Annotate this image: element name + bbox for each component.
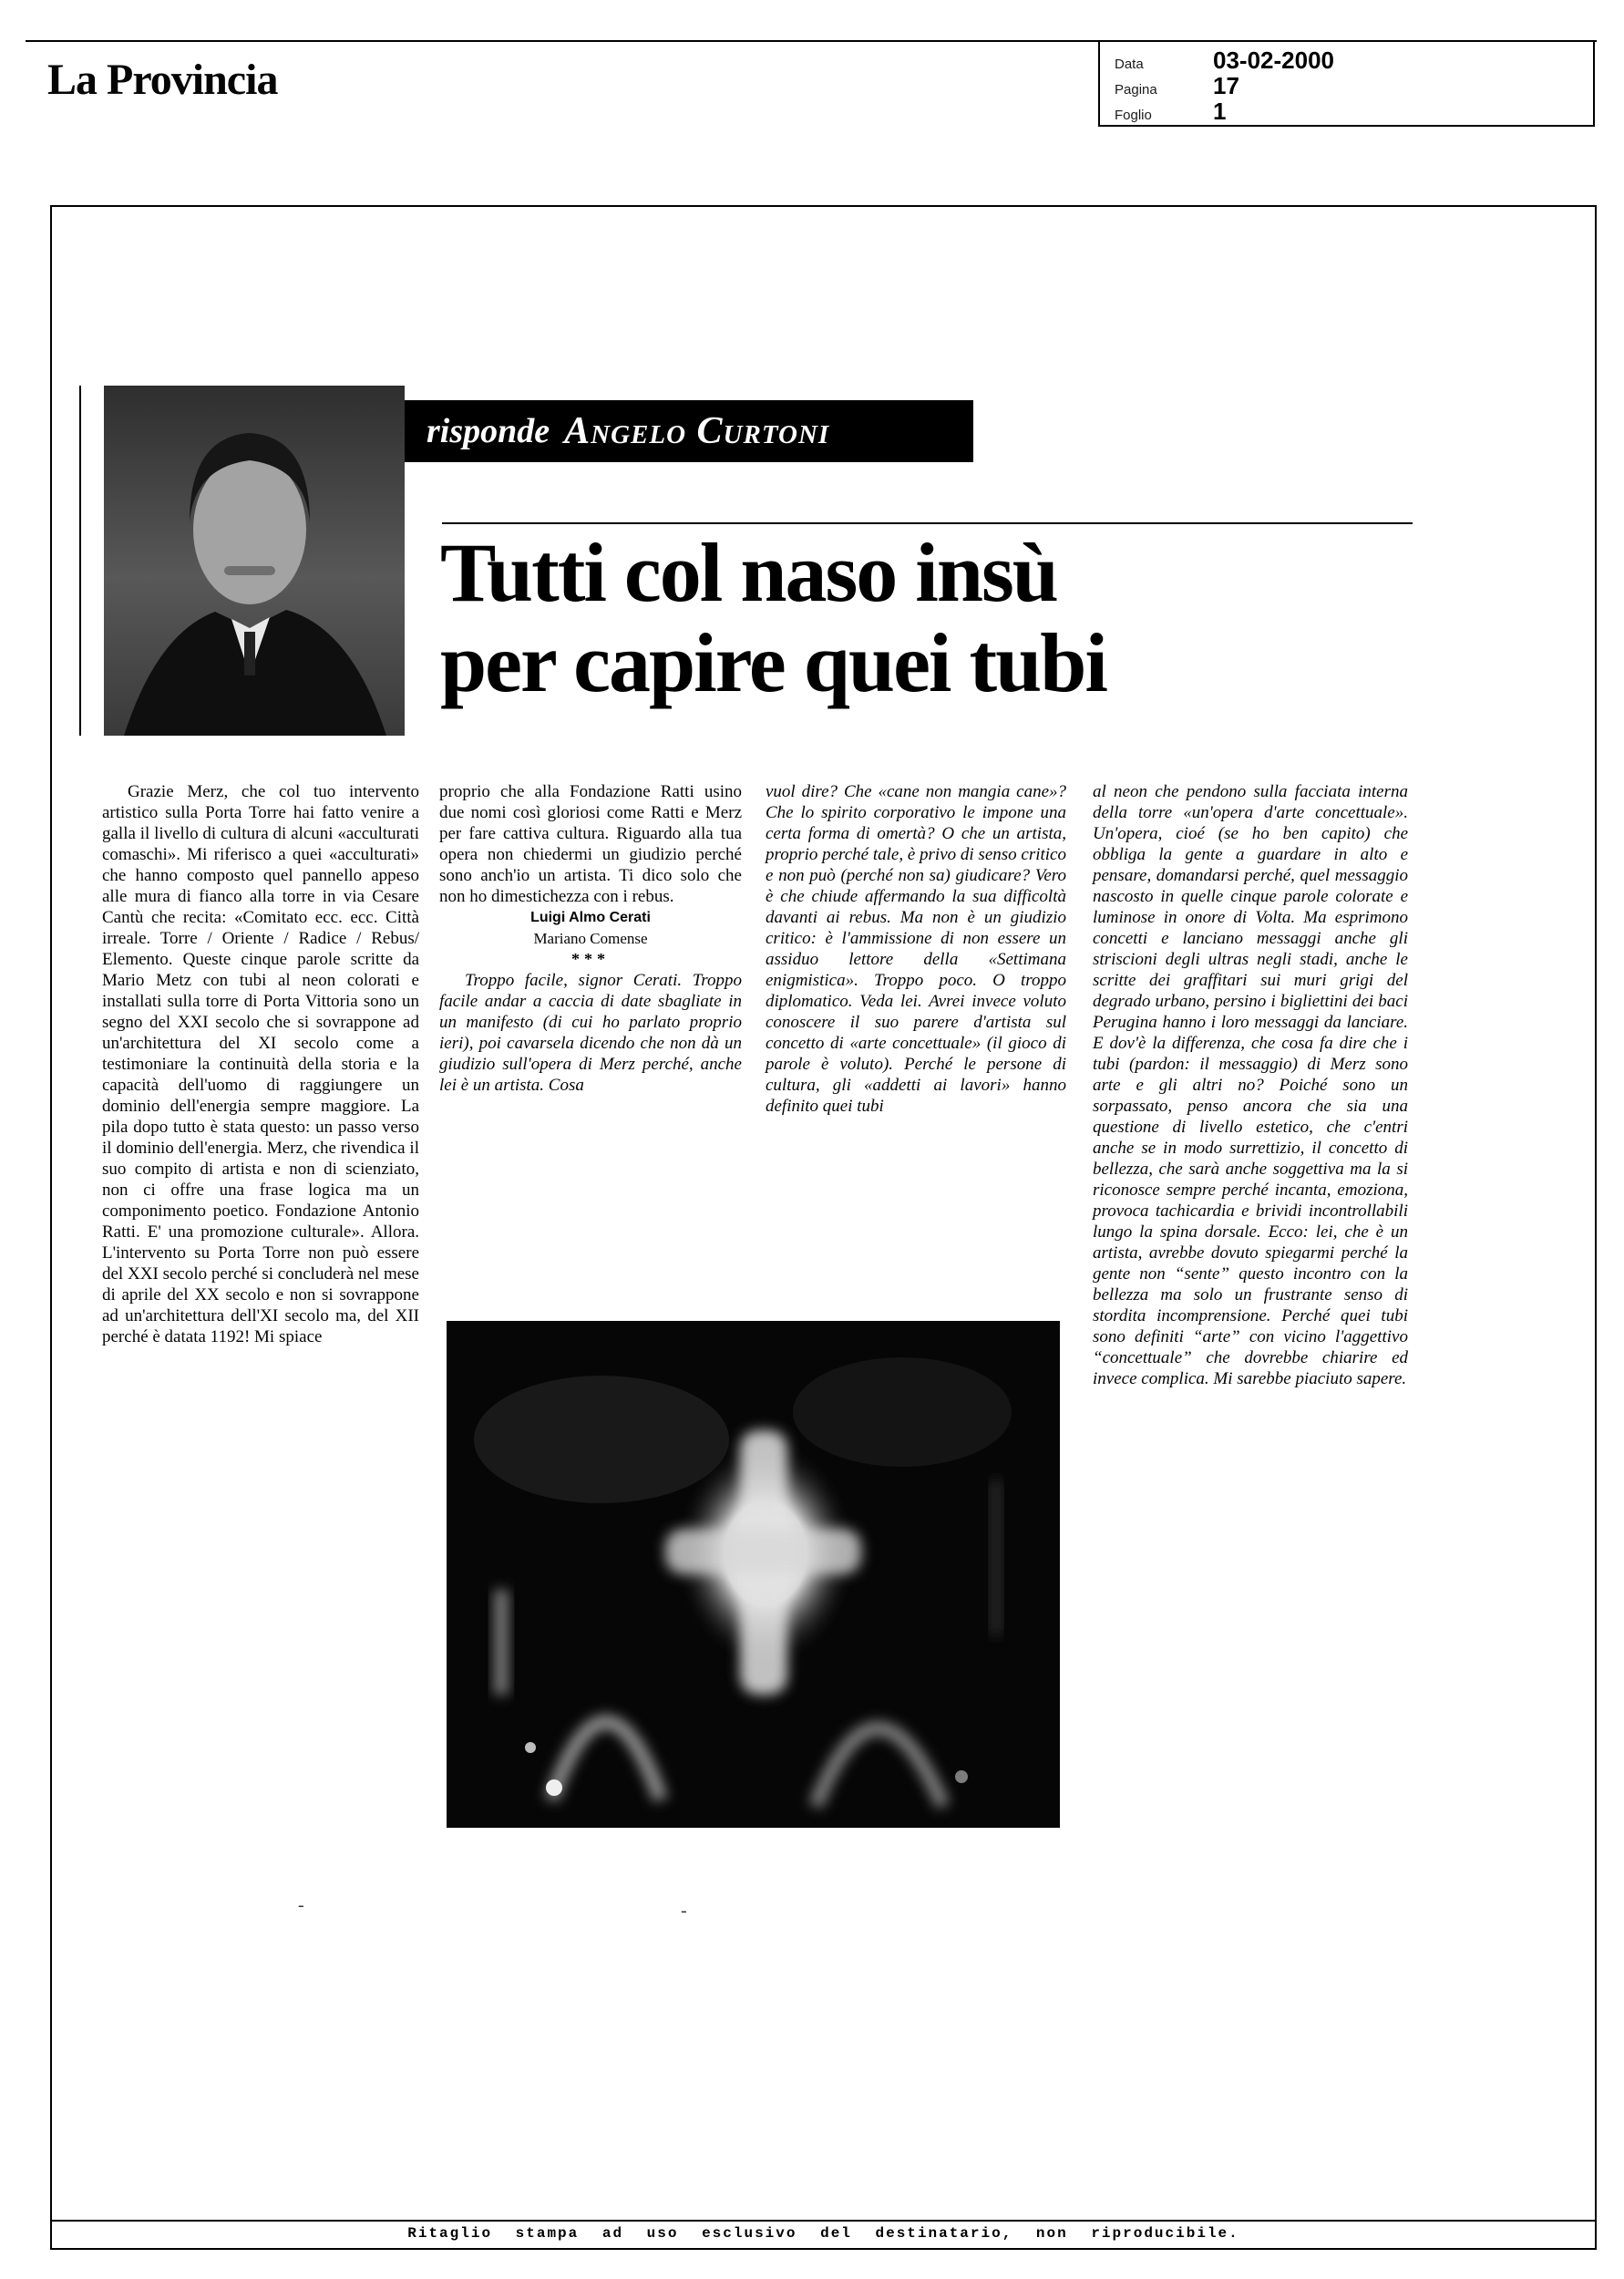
meta-row-data bbox=[1115, 46, 1593, 72]
portrait-image bbox=[104, 386, 405, 736]
column-banner bbox=[405, 400, 973, 462]
letter-signature-name: Luigi Almo Cerati bbox=[530, 910, 651, 925]
meta-label-pagina: Pagina bbox=[1115, 82, 1157, 98]
article-clipping-frame bbox=[50, 205, 1597, 2250]
article-headline bbox=[440, 528, 1479, 708]
tower-image bbox=[447, 1321, 1060, 1828]
portrait-left-rule bbox=[79, 386, 81, 736]
article-column-4 bbox=[1093, 781, 1408, 1389]
scan-dash-mark: - bbox=[298, 1895, 304, 1915]
headline-line-1: Tutti col naso insù bbox=[440, 526, 1057, 619]
headline-line-2: per capire quei tubi bbox=[440, 616, 1106, 709]
scan-dash-mark: - bbox=[681, 1901, 687, 1921]
footer-divider-rule bbox=[52, 2220, 1595, 2222]
meta-row-pagina bbox=[1115, 72, 1593, 98]
tower-neon-photo bbox=[447, 1321, 1060, 1828]
footer-disclaimer: Ritaglio stampa ad uso esclusivo del destinatario, non riproducibile. bbox=[407, 2225, 1239, 2242]
letter-text-part-2: proprio che alla Fondazione Ratti usino due nomi così gloriosi come Ratti e Merz per fare cattiva cultura. Riguardo alla tua opera non chiedermi un giudizio perché sono anch'io un artista. Ti dico solo che non ho dimestichezza con i rebus. bbox=[439, 782, 742, 906]
letter-signature-place: Mariano Comense bbox=[533, 930, 648, 947]
banner-columnist-name: Angelo Curtoni bbox=[564, 410, 830, 452]
article-column-3 bbox=[766, 781, 1066, 1117]
meta-value-date: 03-02-2000 bbox=[1213, 46, 1334, 74]
meta-value-sheet: 1 bbox=[1213, 98, 1227, 125]
reply-text-part-1: Troppo facile, signor Cerati. Troppo facile andar a caccia di date sbagliate in un manifesto (di cui ho parlato proprio ieri), poi cavarsela dicendo che non dà un giudizio sull'opera di Merz perché, anche lei è un artista. Cosa bbox=[439, 971, 742, 1095]
article-column-2 bbox=[439, 781, 742, 1096]
reply-text-part-3: al neon che pendono sulla facciata interna della torre «un'opera d'arte concettuale». Un'opera, cioé (se ho ben capito) che obbliga la gente a guardare in alto e pensare, domandarsi perché, quel messaggio nascosto in quelle cinque parole colorate e luminose in onore di Volta. Ma esprimono concetti e lanciano messaggi anche gli striscioni degli ultras negli stadi, anche le scritte dei graffitari sui muri grigi del degrado urbano, persino i bigliettini dei baci Perugina hanno i loro messaggi da lanciare. E dov'è la differenza, che cosa fa dire che i tubi (pardon: il messaggio) di Merz sono arte e gli altri no? Poiché sono un sorpassato, penso ancora che sia una questione di livello estetico, che c'entri anche se in modo surrettizio, il concetto di bellezza, che sarà anche soggettiva ma la si riconosce sempre perché incanta, emoziona, provoca tachicardia e brividi incontrollabili lungo la spina dorsale. Ecco: lei, che è un artista, avrebbe dovuto spiegarmi perché la gente non “sente” questo incontro con la bellezza ma solo un frustrante senso di stordita incomprensione. Perché quei tubi sono definiti “arte” con vicino l'aggettivo “concettuale” che dovrebbe chiarire ed invece complica. Mi sarebbe piaciuto sapere. bbox=[1093, 782, 1408, 1388]
headline-top-rule bbox=[442, 522, 1413, 524]
article-column-1 bbox=[102, 781, 419, 1347]
columnist-portrait-photo bbox=[104, 386, 405, 736]
banner-prefix: risponde bbox=[427, 412, 550, 450]
reply-text-part-2: vuol dire? Che «cane non mangia cane»? Che lo spirito corporativo le impone una certa forma di omertà? O che un artista, proprio perché tale, è privo di senso critico e non può (perché non sa) giudicare? Vero è che chiude affermando la sua difficoltà davanti ai rebus. Ma non è un giudizio critico: è l'ammissione di non essere un assiduo lettore della «Settimana enigmistica». Troppo poco. O troppo diplomatico. Veda lei. Avrei invece voluto conoscere il suo parere d'artista sul concetto di «arte concettuale» (il gioco di parole è voluto). Perché le persone di cultura, gli «addetti ai lavori» hanno definito quei tubi bbox=[766, 782, 1066, 1116]
clipping-meta-box bbox=[1098, 40, 1595, 127]
stars-separator: *** bbox=[571, 950, 610, 968]
meta-value-page: 17 bbox=[1213, 72, 1239, 99]
meta-label-foglio: Foglio bbox=[1115, 108, 1152, 123]
letter-text-part-1: Grazie Merz, che col tuo intervento artistico sulla Porta Torre hai fatto venire a galla il livello di cultura di alcuni «acculturati comaschi». Mi riferisco a quei «acculturati» che hanno composto quel pannello appeso alle mura di fianco alla torre in via Cesare Cantù che recita: «Comitato ecc. ecc. Città irreale. Torre / Oriente / Radice / Rebus/ Elemento. Queste cinque parole scritte da Mario Metz con tubi al neon colorati e installati sulla torre di Porta Vittoria sono un segno del XXI secolo che si sovrappone ad un'architettura del XI secolo come a testimoniare la continuità della storia e la capacità dell'uomo di raggiungere un dominio dell'energia sempre maggiore. La pila dopo tutto è stata questo: un passo verso il dominio dell'energia. Merz, che rivendica il suo compito di artista e non di scienziato, non ci offre una frase logica ma un componimento poetico. Fondazione Antonio Ratti. E' una promozione culturale». Allora. L'intervento su Porta Torre non può essere del XXI secolo perché si concluderà nel mese di aprile del XX secolo e non si sovrappone ad un'architettura dell'XI secolo ma, del XII perché è datata 1192! Mi spiace bbox=[102, 782, 419, 1346]
meta-label-data: Data bbox=[1115, 57, 1144, 72]
newspaper-masthead: La Provincia bbox=[47, 56, 278, 104]
meta-row-foglio bbox=[1115, 98, 1593, 123]
